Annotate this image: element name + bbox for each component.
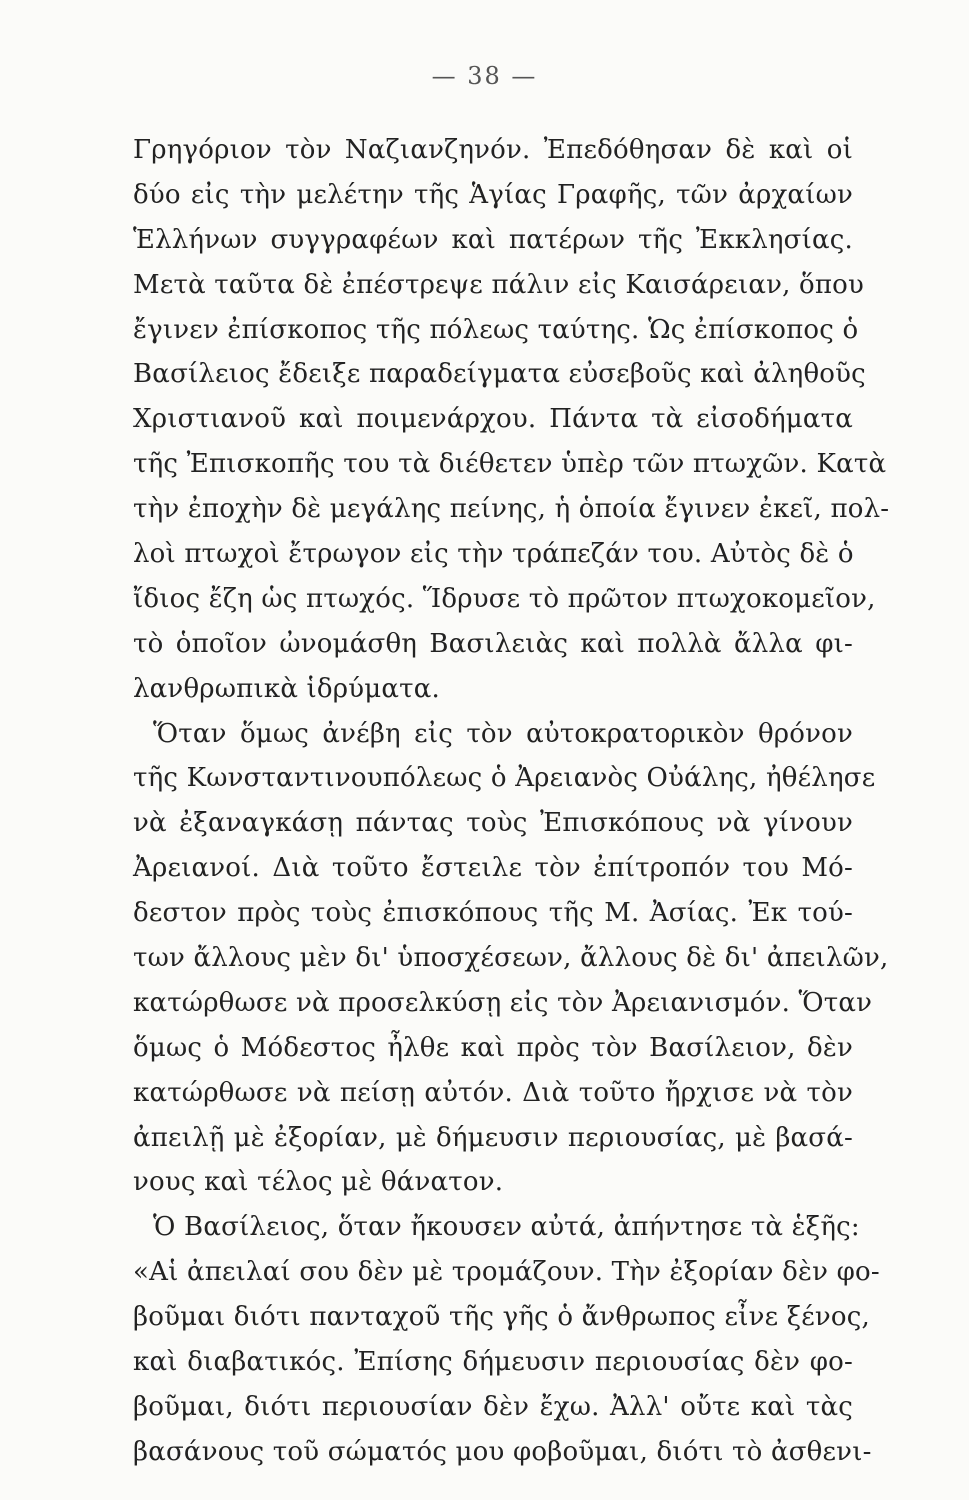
text-line: Ἑλλήνων συγγραφέων καὶ πατέρων τῆς Ἐκκλησίας. [133,224,853,255]
text-line: τῆς Ἐπισκοπῆς του τὰ διέθετεν ὑπὲρ τῶν πτωχῶν. Κατὰ [133,449,887,480]
body-text [133,128,890,1475]
text-line: λοὶ πτωχοὶ ἔτρωγον εἰς τὴν τράπεζάν του. Αὐτὸς δὲ ὁ [133,539,854,570]
text-line: Γρηγόριον τὸν Ναζιανζηνόν. Ἐπεδόθησαν δὲ καὶ οἱ [133,135,853,165]
text-line: βασάνους τοῦ σώματός μου φοβοῦμαι, διότι τὸ ἀσθενι- [133,1436,872,1467]
text-line: Ὁ Βασίλειος, ὅταν ἤκουσεν αὐτά, ἀπήντησε τὰ ἑξῆς: [153,1212,860,1243]
text-line: λανθρωπικὰ ἱδρύματα. [133,673,440,704]
text-line: Ἀρειανοί. Διὰ τοῦτο ἔστειλε τὸν ἐπίτροπόν του Μό- [133,853,853,884]
text-line: ὅμως ὁ Μόδεστος ἦλθε καὶ πρὸς τὸν Βασίλειον, δὲν [133,1032,853,1063]
text-line: βοῦμαι διότι πανταχοῦ τῆς γῆς ὁ ἄνθρωπος εἶνε ξένος, [133,1302,871,1333]
text-line: τὸ ὁποῖον ὠνομάσθη Βασιλειὰς καὶ πολλὰ ἄλλα φι- [133,628,853,659]
text-line: των ἄλλους μὲν δι' ὑποσχέσεων, ἄλλους δὲ δι' ἀπειλῶν, [133,943,889,974]
text-line: κατώρθωσε νὰ προσελκύσῃ εἰς τὸν Ἀρειανισμόν. Ὅταν [133,987,873,1018]
text-line: νὰ ἐξαναγκάσῃ πάντας τοὺς Ἐπισκόπους νὰ γίνουν [133,808,853,839]
text-line: ἔγινεν ἐπίσκοπος τῆς πόλεως ταύτης. Ὡς ἐπίσκοπος ὁ [133,314,859,345]
text-line: Ὅταν ὅμως ἀνέβη εἰς τὸν αὐτοκρατορικὸν θρόνον [153,718,853,749]
text-line: Βασίλειος ἔδειξε παραδείγματα εὐσεβοῦς καὶ ἀληθοῦς [133,359,866,390]
text-line: ἀπειλῇ μὲ ἐξορίαν, μὲ δήμευσιν περιουσίας, μὲ βασά- [133,1122,853,1153]
text-line: δύο εἰς τὴν μελέτην τῆς Ἁγίας Γραφῆς, τῶν ἀρχαίων [133,179,853,210]
text-line: τὴν ἐποχὴν δὲ μεγάλης πείνης, ἡ ὁποία ἔγινεν ἐκεῖ, πολ- [133,494,890,525]
text-line: τῆς Κωνσταντινουπόλεως ὁ Ἀρειανὸς Οὐάλης, ἠθέλησε [133,763,876,794]
text-line: νους καὶ τέλος μὲ θάνατον. [133,1167,504,1198]
text-line: καὶ διαβατικός. Ἐπίσης δήμευσιν περιουσίας δὲν φο- [133,1347,853,1378]
text-line: δεστον πρὸς τοὺς ἐπισκόπους τῆς Μ. Ἀσίας. Ἐκ τού- [133,898,853,929]
text-line: κατώρθωσε νὰ πείσῃ αὐτόν. Διὰ τοῦτο ἤρχισε νὰ τὸν [133,1077,853,1108]
text-line: ἴδιος ἔζη ὡς πτωχός. Ἵδρυσε τὸ πρῶτον πτωχοκομεῖον, [133,583,876,614]
page-number: — 38 — [431,62,538,90]
text-line: Χριστιανοῦ καὶ ποιμενάρχου. Πάντα τὰ εἰσοδήματα [133,404,853,435]
text-line: Μετὰ ταῦτα δὲ ἐπέστρεψε πάλιν εἰς Καισάρειαν, ὅπου [133,269,865,300]
text-line: βοῦμαι, διότι περιουσίαν δὲν ἔχω. Ἀλλ' οὔτε καὶ τὰς [133,1391,853,1422]
text-line: «Αἱ ἀπειλαί σου δὲν μὲ τρομάζουν. Τὴν ἐξορίαν δὲν φο- [133,1257,880,1288]
